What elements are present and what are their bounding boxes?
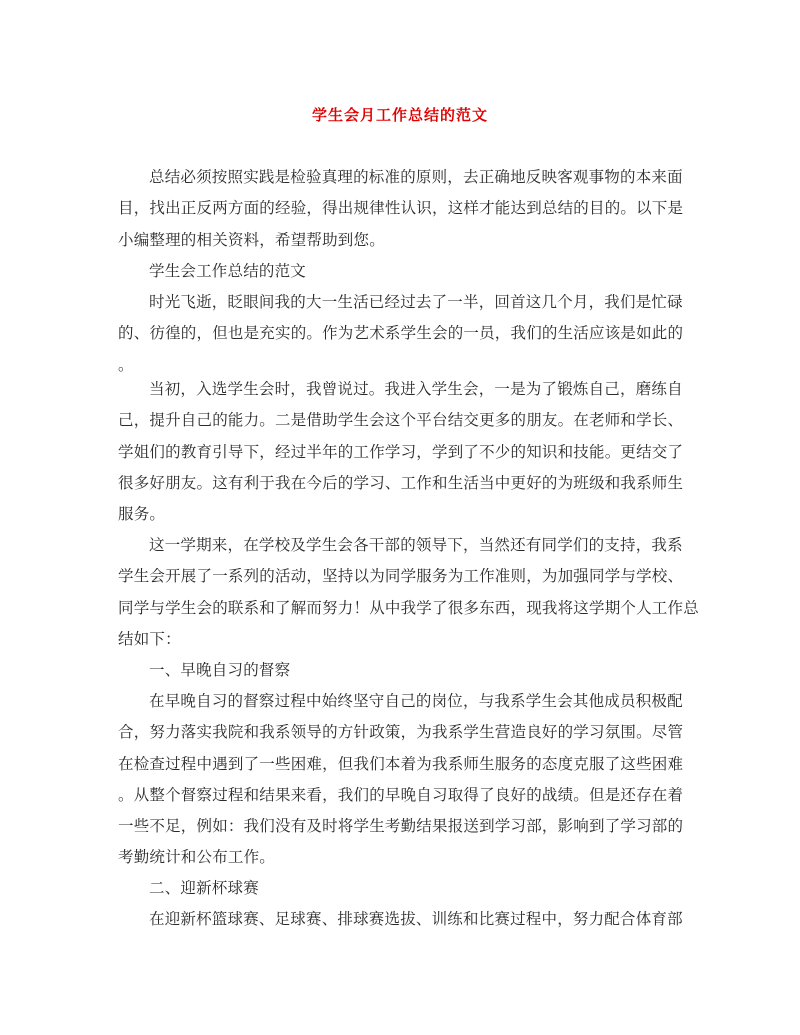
text-line: 小编整理的相关资料，希望帮助到您。: [118, 230, 385, 249]
text-line: 结如下：: [118, 629, 181, 648]
text-line: 同学与学生会的联系和了解而努力！从中我学了很多东西，现我将这学期个人工作总: [118, 598, 699, 617]
text-line: 的、彷徨的，但也是充实的。作为艺术系学生会的一员，我们的生活应该是如此的: [118, 324, 684, 343]
text-line: 合，努力落实我院和我系领导的方针政策，为我系学生营造良好的学习氛围。尽管: [118, 723, 684, 742]
text-line: 总结必须按照实践是检验真理的标准的原则，去正确地反映客观事物的本来面: [149, 168, 683, 186]
text-line: 。: [118, 355, 134, 374]
text-line: 很多好朋友。这有利于我在今后的学习、工作和生活当中更好的为班级和我系师生: [118, 473, 684, 492]
paragraph-study: [118, 686, 684, 874]
text-line: 学生会开展了一系列的活动，坚持以为同学服务为工作准则，为加强同学与学校、: [118, 567, 684, 586]
text-line: 己，提升自己的能力。二是借助学生会这个平台结交更多的朋友。在老师和学长、: [118, 411, 684, 430]
subheading-sample: [118, 256, 684, 287]
text-line: 学姐们的教育引导下，经过半年的工作学习，学到了不少的知识和技能。更结交了: [118, 442, 684, 461]
section-heading-2: [118, 873, 684, 904]
text-line: 。从整个督察过程和结果来看，我们的早晚自习取得了良好的战绩。但是还存在着: [118, 785, 684, 804]
paragraph-time: [118, 287, 684, 381]
text-line: 当初，入选学生会时，我曾说过。我进入学生会，一是为了锻炼自己，磨练自: [149, 380, 683, 398]
text-line: 一些不足，例如：我们没有及时将学生考勤结果报送到学习部，影响到了学习部的: [118, 817, 684, 836]
text-line: 一、早晚自习的督察: [149, 661, 291, 679]
paragraph-intro: [118, 162, 684, 256]
text-line: 在早晚自习的督察过程中始终坚守自己的岗位，与我系学生会其他成员积极配: [149, 692, 683, 710]
text-line: 时光飞逝，眨眼间我的大一生活已经过去了一半，回首这几个月，我们是忙碌: [149, 293, 683, 311]
paragraph-semester: [118, 530, 699, 655]
paragraph-join: [118, 374, 684, 530]
section-heading-1: [118, 655, 684, 686]
text-line: 考勤统计和公布工作。: [118, 848, 276, 867]
text-line: 在检查过程中遇到了一些困难，但我们本着为我系师生服务的态度克服了这些困难: [118, 754, 684, 773]
paragraph-ballgame: [118, 904, 684, 935]
document-title: 学生会月工作总结的范文: [311, 106, 488, 124]
text-line: 服务。: [118, 505, 166, 524]
text-line: 二、迎新杯球赛: [149, 879, 259, 897]
text-line: 目，找出正反两方面的经验，得出规律性认识，这样才能达到总结的目的。以下是: [118, 199, 684, 218]
text-line: 这一学期来，在学校及学生会各干部的领导下，当然还有同学们的支持，我系: [149, 536, 683, 554]
text-line: 在迎新杯篮球赛、足球赛、排球赛选拔、训练和比赛过程中，努力配合体育部: [149, 910, 683, 928]
text-line: 学生会工作总结的范文: [149, 262, 307, 280]
